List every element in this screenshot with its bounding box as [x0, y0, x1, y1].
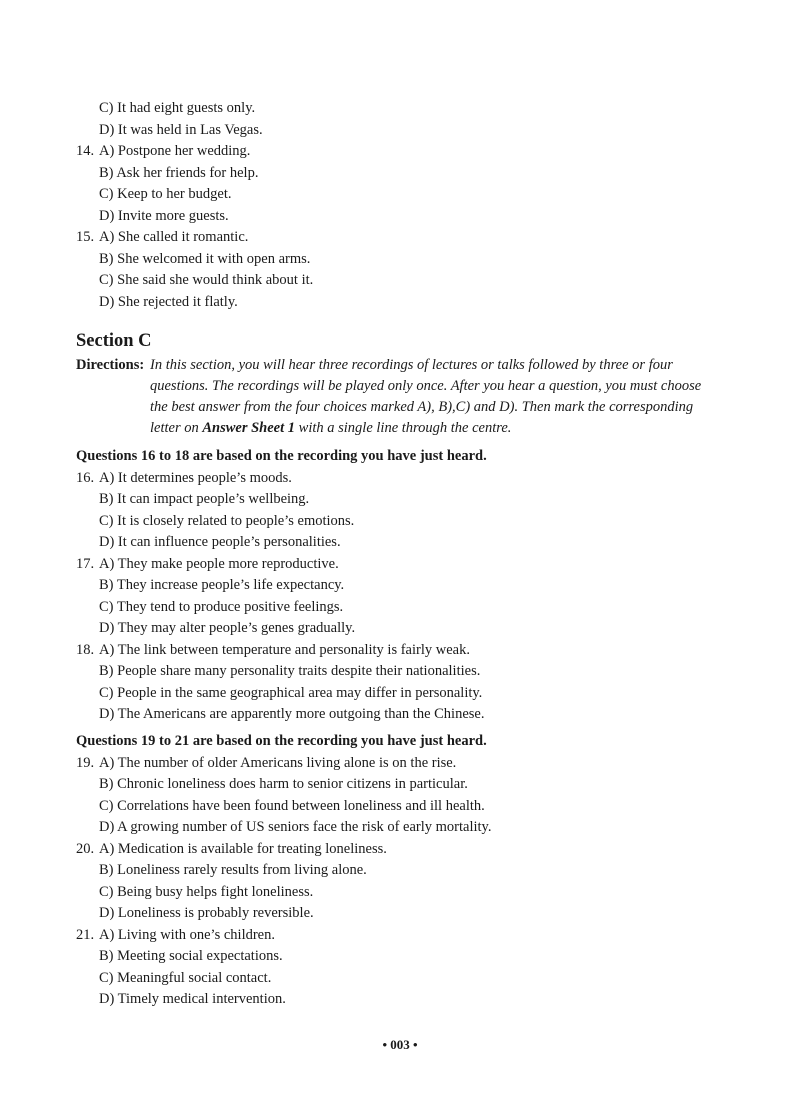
option-19d: D) A growing number of US seniors face the risk of early mortality.: [99, 819, 492, 835]
option-14c: C) Keep to her budget.: [99, 186, 232, 202]
option-17b: B) They increase people’s life expectancy.: [99, 577, 345, 593]
option-15d: D) She rejected it flatly.: [99, 293, 238, 310]
directions-line-1: In this section, you will hear three recordings of lectures or talks followed by three or four: [150, 357, 673, 373]
option-21d: D) Timely medical intervention.: [99, 991, 286, 1007]
section-b-tail: [76, 98, 726, 313]
section-title: Section C: [76, 331, 152, 351]
option-15a: A) She called it romantic.: [99, 229, 249, 245]
question-21: [76, 925, 726, 947]
option-17c: C) They tend to produce positive feelings.: [99, 598, 344, 615]
question-17: [76, 554, 726, 576]
directions-line-4-pre: letter on: [150, 420, 203, 436]
option-14b: B) Ask her friends for help.: [99, 164, 259, 181]
question-number: 21.: [76, 926, 95, 943]
option-17d: D) They may alter people’s genes gradually.: [99, 620, 356, 636]
question-19: [76, 753, 726, 775]
group-heading: Questions 19 to 21 are based on the recording you have just heard.: [76, 733, 487, 749]
option-21c: C) Meaningful social contact.: [99, 969, 272, 986]
option-19a: A) The number of older Americans living alone is on the rise.: [99, 754, 457, 771]
option-18c: C) People in the same geographical area may differ in personality.: [99, 684, 483, 701]
question-16: [76, 468, 726, 490]
page-number: • 003 •: [382, 1037, 418, 1052]
option-18b: B) People share many personality traits despite their nationalities.: [99, 663, 481, 679]
option-21b: B) Meeting social expectations.: [99, 948, 283, 964]
directions-line-4: [76, 418, 726, 439]
question-number: 15.: [76, 229, 95, 245]
answer-sheet-label: Answer Sheet 1: [202, 420, 296, 436]
question-18: [76, 640, 726, 662]
option-15b: B) She welcomed it with open arms.: [99, 250, 311, 267]
question-number: 17.: [76, 555, 95, 572]
question-number: 19.: [76, 754, 95, 771]
question-number: 18.: [76, 641, 95, 658]
directions-line-4-post: with a single line through the centre.: [295, 420, 512, 436]
option-15c: C) She said she would think about it.: [99, 272, 314, 288]
option-21a: A) Living with one’s children.: [99, 926, 275, 943]
directions-line-2: questions. The recordings will be played only once. After you hear a question, you must choose: [150, 378, 702, 394]
option-16c: C) It is closely related to people’s emotions.: [99, 512, 355, 529]
option-13c: C) It had eight guests only.: [99, 100, 256, 116]
option-20c: C) Being busy helps fight loneliness.: [99, 883, 314, 900]
question-number: 14.: [76, 143, 95, 159]
question-15: [76, 227, 726, 249]
group-heading: Questions 16 to 18 are based on the recording you have just heard.: [76, 448, 487, 464]
question-number: 16.: [76, 469, 95, 486]
directions: [76, 355, 726, 439]
question-group-19-21: [76, 731, 726, 1011]
option-20d: D) Loneliness is probably reversible.: [99, 905, 314, 921]
option-18a: A) The link between temperature and personality is fairly weak.: [99, 641, 470, 658]
question-group-16-18: [76, 446, 726, 726]
option-19c: C) Correlations have been found between loneliness and ill health.: [99, 797, 485, 814]
directions-label: Directions:: [76, 357, 145, 373]
option-20a: A) Medication is available for treating loneliness.: [99, 840, 387, 857]
option-13d: D) It was held in Las Vegas.: [99, 121, 263, 138]
question-20: [76, 839, 726, 861]
question-number: 20.: [76, 840, 95, 857]
option-16a: A) It determines people’s moods.: [99, 469, 292, 486]
option-14d: D) Invite more guests.: [99, 207, 229, 224]
option-18d: D) The Americans are apparently more outgoing than the Chinese.: [99, 706, 485, 722]
option-14a: A) Postpone her wedding.: [99, 143, 251, 159]
question-14: [76, 141, 726, 163]
option-16b: B) It can impact people’s wellbeing.: [99, 491, 310, 507]
option-20b: B) Loneliness rarely results from living alone.: [99, 862, 367, 878]
option-16d: D) It can influence people’s personalities.: [99, 534, 341, 550]
directions-line-3: the best answer from the four choices marked A), B),C) and D). Then mark the corresponding: [150, 399, 694, 415]
option-19b: B) Chronic loneliness does harm to senior citizens in particular.: [99, 776, 468, 792]
option-17a: A) They make people more reproductive.: [99, 555, 339, 572]
